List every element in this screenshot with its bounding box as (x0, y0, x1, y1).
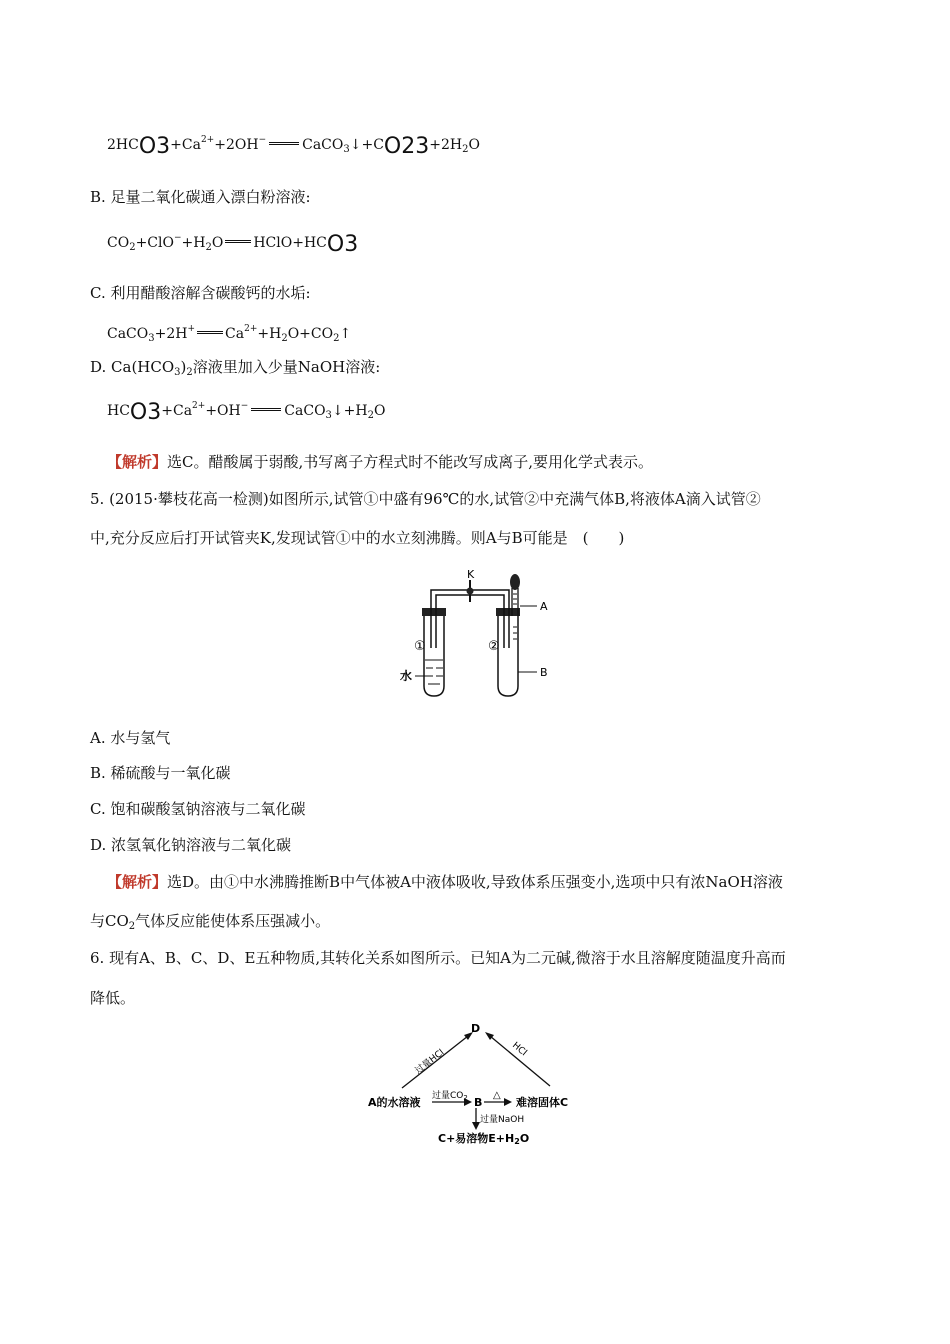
node-a: A的水溶液 (368, 1096, 421, 1109)
q5-stem-line2: 中,充分反应后打开试管夹K,发现试管①中的水立刻沸腾。则A与B可能是 ( ) (90, 529, 625, 547)
analysis-tag: 【解析】 (107, 873, 168, 891)
label-tube-1: ① (414, 639, 426, 654)
equation-c: CaCO$_3$+2H+ $Ca^{2+}+H_2O+CO_2↑$ (107, 324, 352, 344)
node-c: 难溶固体C (516, 1096, 569, 1109)
q5-option-c: C. 饱和碳酸氢钠溶液与二氧化碳 (90, 800, 306, 818)
equation-d: $HCO3+Ca^{2+}+OH^-$ $CaCO_3↓+H_2O$ (107, 400, 386, 425)
q5-option-b: B. 稀硫酸与一氧化碳 (90, 764, 231, 782)
products-line: C+易溶物E+H2O (438, 1132, 530, 1144)
analysis-q5-line2: 与$CO_2$气体反应能使体系压强减小。 (90, 912, 331, 932)
equation-b: $CO_2+ClO^-+H_2O$ HClO+HCO3 (107, 232, 359, 257)
analysis-q4: 【解析】选C。醋酸属于弱酸,书写离子方程式时不能改写成离子,要用化学式表示。 (107, 453, 654, 471)
label-excess-co2: 过量$CO_2$ (432, 1091, 468, 1102)
analysis-q5-line1: 【解析】选D。由①中水沸腾推断B中气体被A中液体吸收,导致体系压强变小,选项中只有浓NaOH溶液 (107, 873, 783, 891)
node-d: D (471, 1022, 481, 1035)
node-b: B (474, 1096, 483, 1109)
option-d: D. $Ca(HCO_3)_2$溶液里加入少量NaOH溶液: (90, 358, 381, 378)
stopper-1 (422, 608, 446, 616)
stopper-2 (496, 608, 520, 616)
q6-stem-line1: 6. 现有A、B、C、D、E五种物质,其转化关系如图所示。已知A为二元碱,微溶于水且溶解度随温度升高而 (90, 949, 786, 967)
analysis-tag: 【解析】 (107, 453, 168, 471)
label-excess-naoh: 过量NaOH (480, 1115, 525, 1125)
option-b: B. 足量二氧化碳通入漂白粉溶液: (90, 188, 311, 206)
q5-option-d: D. 浓氢氧化钠溶液与二氧化碳 (90, 836, 292, 854)
label-heat: △ (493, 1090, 501, 1101)
label-b: B (540, 666, 548, 679)
q6-stem-line2: 降低。 (90, 989, 136, 1007)
label-k: K (467, 568, 475, 581)
apparatus-figure (395, 568, 565, 700)
label-excess-hcl: 过量HCl (413, 1047, 447, 1077)
label-tube-2: ② (488, 639, 500, 654)
label-hcl: HCl (510, 1040, 529, 1059)
label-water: 水 (400, 669, 413, 683)
label-a: A (540, 600, 548, 613)
test-tube-1 (424, 610, 444, 696)
conversion-diagram (360, 1022, 590, 1144)
q5-stem-line1: 5. (2015·攀枝花高一检测)如图所示,试管①中盛有96℃的水,试管②中充满气体B,将液体A滴入试管② (90, 490, 761, 508)
q5-option-a: A. 水与氢气 (90, 729, 171, 747)
equation-a: $2HCO3+Ca^{2+}+2OH^-$ $CaCO_3↓+CO23+2H_2O$ (107, 134, 480, 159)
option-c: C. 利用醋酸溶解含碳酸钙的水垢: (90, 284, 311, 302)
test-tube-2 (498, 610, 518, 696)
